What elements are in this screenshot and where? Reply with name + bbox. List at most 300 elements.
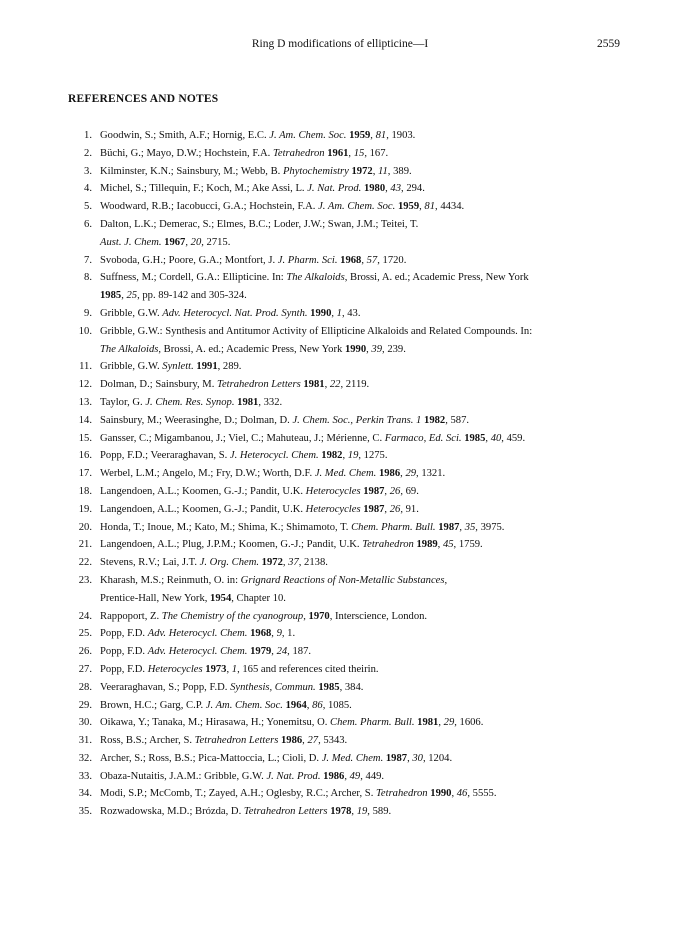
reference-number: 13. [78, 396, 92, 408]
reference-line [100, 536, 632, 554]
reference-text-segment: Prentice-Hall, New York, [100, 592, 211, 604]
reference-text-segment: , [344, 770, 350, 782]
reference-text [100, 430, 632, 448]
reference-italic-text: 1 [231, 663, 238, 675]
reference-number: 18. [78, 485, 92, 497]
reference-line [100, 358, 632, 376]
reference-text [100, 679, 632, 697]
reference-text-segment: , [271, 646, 277, 658]
page-number: 2559 [597, 38, 620, 50]
reference-number: 11. [79, 361, 92, 373]
reference-line [100, 768, 632, 786]
reference-number: 33. [78, 770, 92, 782]
reference-text-segment: , [407, 752, 413, 764]
reference-year: 1968 [250, 628, 272, 640]
reference-text-segment: , 389. [387, 165, 412, 177]
reference-item [72, 465, 632, 483]
reference-italic-text: 81 [375, 130, 387, 141]
reference-text-segment: , [384, 485, 390, 497]
reference-item [72, 661, 632, 679]
reference-text-segment: Gribble, G.W. [100, 307, 163, 319]
reference-year: 1959 [349, 130, 371, 141]
reference-item [72, 163, 632, 181]
reference-number: 35. [78, 806, 92, 818]
reference-text [100, 643, 632, 661]
reference-italic-text: 20 [190, 236, 202, 248]
reference-year: 1981 [303, 379, 325, 391]
reference-text-segment: , 2715. [201, 236, 231, 248]
reference-year: 1982 [424, 414, 446, 426]
reference-text-segment: , 1204. [422, 752, 453, 764]
reference-year: 1987 [385, 752, 408, 764]
reference-text-segment: , 1275. [358, 450, 388, 462]
reference-number: 7. [84, 254, 92, 266]
reference-year: 1986 [323, 770, 345, 782]
reference-italic-text: Tetrahedron [362, 539, 414, 551]
reference-text-segment: Popp, F.D. [100, 628, 148, 640]
reference-italic-text: Adv. Heterocycl. Chem. [147, 628, 248, 640]
reference-text-segment: , 187. [287, 646, 312, 658]
reference-text-segment: Werbel, L.M.; Angelo, M.; Fry, D.W.; Worth, D.F. [100, 468, 315, 480]
reference-text-segment: , [226, 663, 232, 675]
reference-text-segment: , [384, 503, 390, 515]
reference-line [100, 163, 632, 181]
reference-item [72, 145, 632, 163]
reference-line [100, 430, 632, 448]
reference-year: 1986 [280, 735, 303, 747]
reference-number: 26. [78, 646, 92, 658]
reference-text-segment: , [303, 610, 309, 622]
reference-text-segment: , 449. [360, 770, 385, 782]
reference-number: 23. [78, 574, 92, 586]
reference-number: 5. [84, 201, 92, 213]
reference-text-segment: Popp, F.D. [100, 663, 148, 675]
reference-year: 1980 [363, 183, 386, 195]
reference-italic-text: 45 [442, 539, 454, 551]
reference-text-segment: , Interscience, London. [329, 610, 428, 622]
reference-text [100, 732, 632, 750]
reference-text-segment: , [400, 468, 406, 480]
reference-line [100, 572, 632, 590]
reference-text-segment: Veeraraghavan, S.; Popp, F.D. [100, 681, 231, 693]
reference-item [72, 679, 632, 697]
reference-year: 1954 [210, 592, 232, 604]
reference-text [100, 376, 632, 394]
reference-italic-text: 43 [390, 183, 402, 195]
reference-italic-text: The Alkaloids [286, 272, 345, 284]
reference-italic-text: 49 [349, 770, 361, 782]
reference-text-segment: , 3975. [475, 521, 505, 533]
reference-text [100, 305, 632, 323]
reference-number: 15. [78, 432, 92, 444]
reference-italic-text: Farmaco, Ed. Sci. [384, 432, 462, 444]
reference-text [100, 216, 632, 252]
reference-italic-text: J. Med. Chem. [321, 752, 384, 764]
reference-text-segment: Goodwin, S.; Smith, A.F.; Hornig, E.C. [100, 130, 270, 141]
reference-year: 1986 [378, 468, 401, 480]
reference-text-segment: Popp, F.D. [100, 646, 148, 658]
reference-item [72, 750, 632, 768]
reference-text [100, 252, 632, 270]
reference-line [100, 750, 632, 768]
reference-text-segment: , [351, 806, 357, 818]
reference-item [72, 483, 632, 501]
reference-year: 1985 [464, 432, 486, 444]
reference-italic-text: 35 [464, 521, 476, 533]
reference-number: 30. [78, 717, 92, 729]
reference-line [100, 643, 632, 661]
reference-year: 1990 [310, 307, 332, 319]
reference-number: 10. [78, 325, 92, 337]
reference-italic-text: Tetrahedron Letters [217, 379, 301, 391]
reference-text-segment: , [271, 628, 277, 640]
page-header [0, 38, 680, 54]
reference-item [72, 643, 632, 661]
reference-text-segment: , [372, 165, 378, 177]
reference-line [100, 732, 632, 750]
reference-text [100, 554, 632, 572]
reference-year: 1987 [363, 503, 385, 515]
reference-italic-text: 24 [276, 646, 288, 658]
reference-text-segment: , 2119. [340, 379, 370, 391]
section-heading: REFERENCES AND NOTES [68, 93, 219, 105]
reference-italic-text: 22 [329, 379, 341, 391]
reference-item [72, 501, 632, 519]
reference-italic-text: J. Am. Chem. Soc. [318, 201, 396, 213]
reference-text-segment: , pp. 89-142 and 305-324. [137, 290, 247, 302]
reference-year: 1989 [416, 539, 438, 551]
reference-text [100, 750, 632, 768]
reference-text-segment: , 332. [258, 396, 283, 408]
reference-year: 1982 [321, 450, 343, 462]
reference-line [100, 145, 632, 163]
reference-line [100, 269, 632, 287]
reference-text-segment: Gribble, G.W. [100, 361, 163, 373]
reference-year: 1981 [237, 396, 259, 408]
reference-italic-text: 19 [347, 450, 359, 462]
reference-number: 28. [78, 681, 92, 693]
reference-text [100, 519, 632, 537]
reference-text-segment: , Chapter 10. [231, 592, 286, 604]
reference-text-segment: , [348, 147, 354, 159]
reference-text [100, 661, 632, 679]
reference-text-segment: , 587. [445, 414, 470, 426]
reference-italic-text: Tetrahedron Letters [243, 806, 328, 818]
reference-item [72, 394, 632, 412]
reference-text-segment: Sainsbury, M.; Weerasinghe, D.; Dolman, D. [100, 414, 293, 426]
reference-italic-text: Tetrahedron [376, 788, 428, 800]
reference-italic-text: 1 [336, 307, 342, 319]
reference-text-segment: Woodward, R.B.; Iacobucci, G.A.; Hochstein, F.A. [100, 201, 319, 213]
reference-item [72, 768, 632, 786]
reference-number: 29. [78, 699, 92, 711]
reference-text-segment: , 5555. [467, 788, 497, 800]
reference-text-segment: , [459, 521, 465, 533]
reference-text-segment: , 239. [382, 343, 406, 355]
reference-line [100, 803, 632, 821]
reference-text [100, 785, 632, 803]
reference-text-segment: Kharash, M.S.; Reinmuth, O. in: [100, 574, 241, 586]
reference-line [100, 679, 632, 697]
reference-number: 9. [84, 307, 92, 319]
reference-line [100, 305, 632, 323]
reference-year: 1968 [340, 254, 362, 266]
reference-text-segment: Popp, F.D.; Veeraraghavan, S. [100, 450, 230, 462]
reference-text-segment: , [485, 432, 491, 444]
reference-number: 32. [78, 752, 92, 764]
reference-number: 34. [78, 788, 92, 800]
reference-text-segment: , Brossi, A. ed.; Academic Press, New York [158, 343, 345, 355]
reference-line [100, 376, 632, 394]
reference-text-segment: Rozwadowska, M.D.; Brózda, D. [100, 806, 244, 818]
reference-italic-text: 30 [412, 752, 423, 764]
reference-year: 1990 [344, 343, 367, 355]
reference-number: 12. [78, 379, 92, 391]
reference-text-segment: , 1. [281, 628, 296, 640]
reference-number: 21. [78, 539, 92, 551]
reference-text-segment: , 5343. [318, 735, 348, 747]
reference-line [100, 465, 632, 483]
reference-item [72, 785, 632, 803]
reference-item [72, 323, 632, 359]
reference-item [72, 536, 632, 554]
reference-text-segment: Kilminster, K.N.; Sainsbury, M.; Webb, B. [100, 165, 283, 177]
reference-text-segment: , 43. [341, 307, 361, 319]
reference-text-segment: , [438, 717, 444, 729]
reference-year: 1981 [417, 717, 439, 729]
reference-number: 2. [84, 147, 92, 159]
reference-item [72, 697, 632, 715]
reference-year: 1987 [438, 521, 460, 533]
reference-year: 1991 [196, 361, 218, 373]
reference-text-segment: , [361, 254, 367, 266]
reference-text-segment: , 1720. [377, 254, 407, 266]
reference-italic-text: J. Org. Chem. [199, 557, 260, 569]
reference-text [100, 412, 632, 430]
reference-italic-text: 9 [276, 628, 282, 640]
reference-line [100, 519, 632, 537]
reference-italic-text: J. Med. Chem. [314, 468, 377, 480]
reference-italic-text: 26 [389, 503, 401, 515]
reference-number: 16. [78, 450, 92, 462]
reference-text-segment: , 2138. [298, 557, 328, 569]
reference-text-segment: , 459. [501, 432, 526, 444]
reference-italic-text: 81 [424, 201, 436, 213]
reference-line [100, 501, 632, 519]
reference-line [100, 180, 632, 198]
reference-item [72, 608, 632, 626]
reference-text [100, 608, 632, 626]
reference-italic-text: Synthesis, Commun. [230, 681, 316, 693]
reference-text [100, 697, 632, 715]
reference-number: 24. [78, 610, 92, 622]
reference-text-segment: , [282, 557, 289, 569]
reference-text-segment: Langendoen, A.L.; Plug, J.P.M.; Koomen, G.-J.; Pandit, U.K. [100, 539, 363, 551]
reference-text-segment: Dalton, L.K.; Demerac, S.; Elmes, B.C.; Loder, J.W.; Swan, J.M.; Teitei, T. [100, 218, 419, 230]
reference-text [100, 163, 632, 181]
reference-item [72, 305, 632, 323]
reference-year: 1973 [205, 663, 227, 675]
reference-text-segment: , 1903. [386, 130, 416, 141]
reference-text-segment: , [121, 290, 127, 302]
reference-text [100, 358, 632, 376]
running-title: Ring D modifications of ellipticine—I [251, 38, 429, 50]
reference-item [72, 198, 632, 216]
reference-text-segment: Dolman, D.; Sainsbury, M. [100, 379, 218, 391]
reference-text-segment: , [331, 307, 337, 319]
reference-italic-text: J. Chem. Soc., Perkin Trans. 1 [292, 414, 422, 426]
reference-text-segment: Honda, T.; Inoue, M.; Kato, M.; Shima, K.; Shimamoto, T. [100, 521, 352, 533]
reference-italic-text: 37 [288, 557, 299, 569]
reference-italic-text: Heterocycles [305, 503, 361, 515]
reference-line [100, 625, 632, 643]
reference-item [72, 732, 632, 750]
reference-year: 1979 [250, 646, 272, 658]
reference-text-segment: , [366, 343, 372, 355]
reference-text-segment: , [444, 574, 448, 586]
reference-number: 4. [84, 183, 92, 195]
reference-italic-text: 11 [377, 165, 388, 177]
reference-italic-text: 27 [307, 735, 319, 747]
reference-number: 20. [78, 521, 92, 533]
reference-text-segment: , [370, 130, 376, 141]
reference-text-segment: , [302, 735, 308, 747]
reference-text-segment: , 589. [367, 806, 392, 818]
reference-text-segment: , 1606. [454, 717, 484, 729]
reference-item [72, 447, 632, 465]
reference-item [72, 572, 632, 608]
reference-text [100, 198, 632, 216]
reference-italic-text: J. Pharm. Sci. [277, 254, 338, 266]
reference-italic-text: 15 [353, 147, 365, 159]
reference-italic-text: The Chemistry of the cyanogroup [161, 610, 304, 622]
reference-text-segment: Langendoen, A.L.; Koomen, G.-J.; Pandit, U.K. [100, 503, 306, 515]
reference-text-segment: Gribble, G.W.: Synthesis and Antitumor Activity of Ellipticine Alkaloids and Related Compounds. In: [100, 325, 533, 337]
reference-italic-text: Tetrahedron Letters [194, 735, 279, 747]
reference-text-segment: , 1759. [453, 539, 483, 551]
reference-year: 1970 [308, 610, 330, 622]
reference-italic-text: 26 [389, 485, 401, 497]
reference-list [72, 127, 632, 821]
reference-item [72, 216, 632, 252]
reference-item [72, 358, 632, 376]
reference-item [72, 269, 632, 305]
reference-text-segment: Oikawa, Y.; Tanaka, M.; Hirasawa, H.; Yonemitsu, O. [100, 717, 331, 729]
reference-item [72, 252, 632, 270]
reference-italic-text: Aust. J. Chem. [100, 236, 162, 248]
reference-text [100, 465, 632, 483]
reference-italic-text: 25 [126, 290, 138, 302]
reference-number: 19. [78, 503, 92, 515]
reference-number: 31. [78, 735, 92, 747]
reference-number: 17. [78, 468, 92, 480]
reference-text [100, 394, 632, 412]
reference-item [72, 376, 632, 394]
reference-text-segment: , [306, 699, 313, 711]
reference-text-segment: Obaza-Nutaitis, J.A.M.: Gribble, G.W. [100, 770, 267, 782]
reference-italic-text: Heterocycles [147, 663, 203, 675]
reference-text [100, 625, 632, 643]
reference-line [100, 341, 632, 359]
reference-item [72, 430, 632, 448]
reference-number: 22. [78, 557, 92, 569]
reference-text-segment: , Brossi, A. ed.; Academic Press, New York [344, 272, 529, 284]
reference-text-segment: Archer, S.; Ross, B.S.; Pica-Mattoccia, L.; Cioli, D. [100, 752, 322, 764]
reference-text [100, 572, 632, 608]
reference-text-segment: Stevens, R.V.; Lai, J.T. [100, 557, 200, 569]
reference-italic-text: 39 [371, 343, 383, 355]
reference-italic-text: Synlett. [162, 361, 194, 373]
reference-item [72, 554, 632, 572]
reference-text-segment: , 1321. [416, 468, 446, 480]
reference-text-segment: , 69. [400, 485, 419, 497]
reference-line [100, 323, 632, 341]
reference-text-segment: , [342, 450, 348, 462]
reference-text-segment: Michel, S.; Tillequin, F.; Koch, M.; Ake Assi, L. [100, 183, 308, 195]
reference-year: 1985 [100, 290, 122, 302]
reference-text-segment: Ross, B.S.; Archer, S. [100, 735, 195, 747]
reference-year: 1972 [261, 557, 283, 569]
reference-italic-text: J. Heterocycl. Chem. [229, 450, 319, 462]
reference-text-segment: Suffness, M.; Cordell, G.A.: Ellipticine. In: [100, 272, 287, 284]
reference-italic-text: Tetrahedron [272, 147, 325, 159]
reference-italic-text: 57 [366, 254, 378, 266]
reference-line [100, 697, 632, 715]
reference-text-segment: , 294. [401, 183, 425, 195]
reference-year: 1985 [318, 681, 340, 693]
reference-number: 14. [78, 414, 92, 426]
reference-line [100, 590, 632, 608]
reference-text-segment: Svoboda, G.H.; Poore, G.A.; Montfort, J. [100, 254, 278, 266]
reference-italic-text: Adv. Heterocycl. Nat. Prod. Synth. [162, 307, 308, 319]
reference-line [100, 608, 632, 626]
reference-number: 27. [78, 663, 92, 675]
reference-text-segment: , [185, 236, 191, 248]
reference-italic-text: 19 [356, 806, 368, 818]
reference-item [72, 519, 632, 537]
reference-item [72, 803, 632, 821]
reference-line [100, 127, 632, 145]
reference-line [100, 785, 632, 803]
reference-number: 1. [84, 130, 92, 141]
reference-item [72, 127, 632, 145]
reference-item [72, 625, 632, 643]
reference-italic-text: 29 [405, 468, 417, 480]
reference-text [100, 483, 632, 501]
reference-year: 1959 [397, 201, 420, 213]
reference-italic-text: 86 [312, 699, 323, 711]
reference-number: 8. [84, 272, 92, 284]
reference-line [100, 198, 632, 216]
reference-italic-text: Grignard Reactions of Non-Metallic Substances [240, 574, 445, 586]
reference-item [72, 412, 632, 430]
reference-italic-text: J. Am. Chem. Soc. [205, 699, 283, 711]
reference-line [100, 412, 632, 430]
reference-text [100, 501, 632, 519]
reference-italic-text: J. Nat. Prod. [266, 770, 321, 782]
reference-text-segment: , 384. [339, 681, 364, 693]
reference-italic-text: Phytochemistry [282, 165, 349, 177]
reference-text [100, 803, 632, 821]
reference-text [100, 145, 632, 163]
reference-year: 1967 [164, 236, 186, 248]
reference-text-segment: , [385, 183, 391, 195]
reference-text [100, 536, 632, 554]
reference-line [100, 234, 632, 252]
reference-text-segment: Brown, H.C.; Garg, C.P. [100, 699, 206, 711]
reference-year: 1978 [330, 806, 352, 818]
reference-text-segment: Modi, S.P.; McComb, T.; Zayed, A.H.; Oglesby, R.C.; Archer, S. [100, 788, 376, 800]
